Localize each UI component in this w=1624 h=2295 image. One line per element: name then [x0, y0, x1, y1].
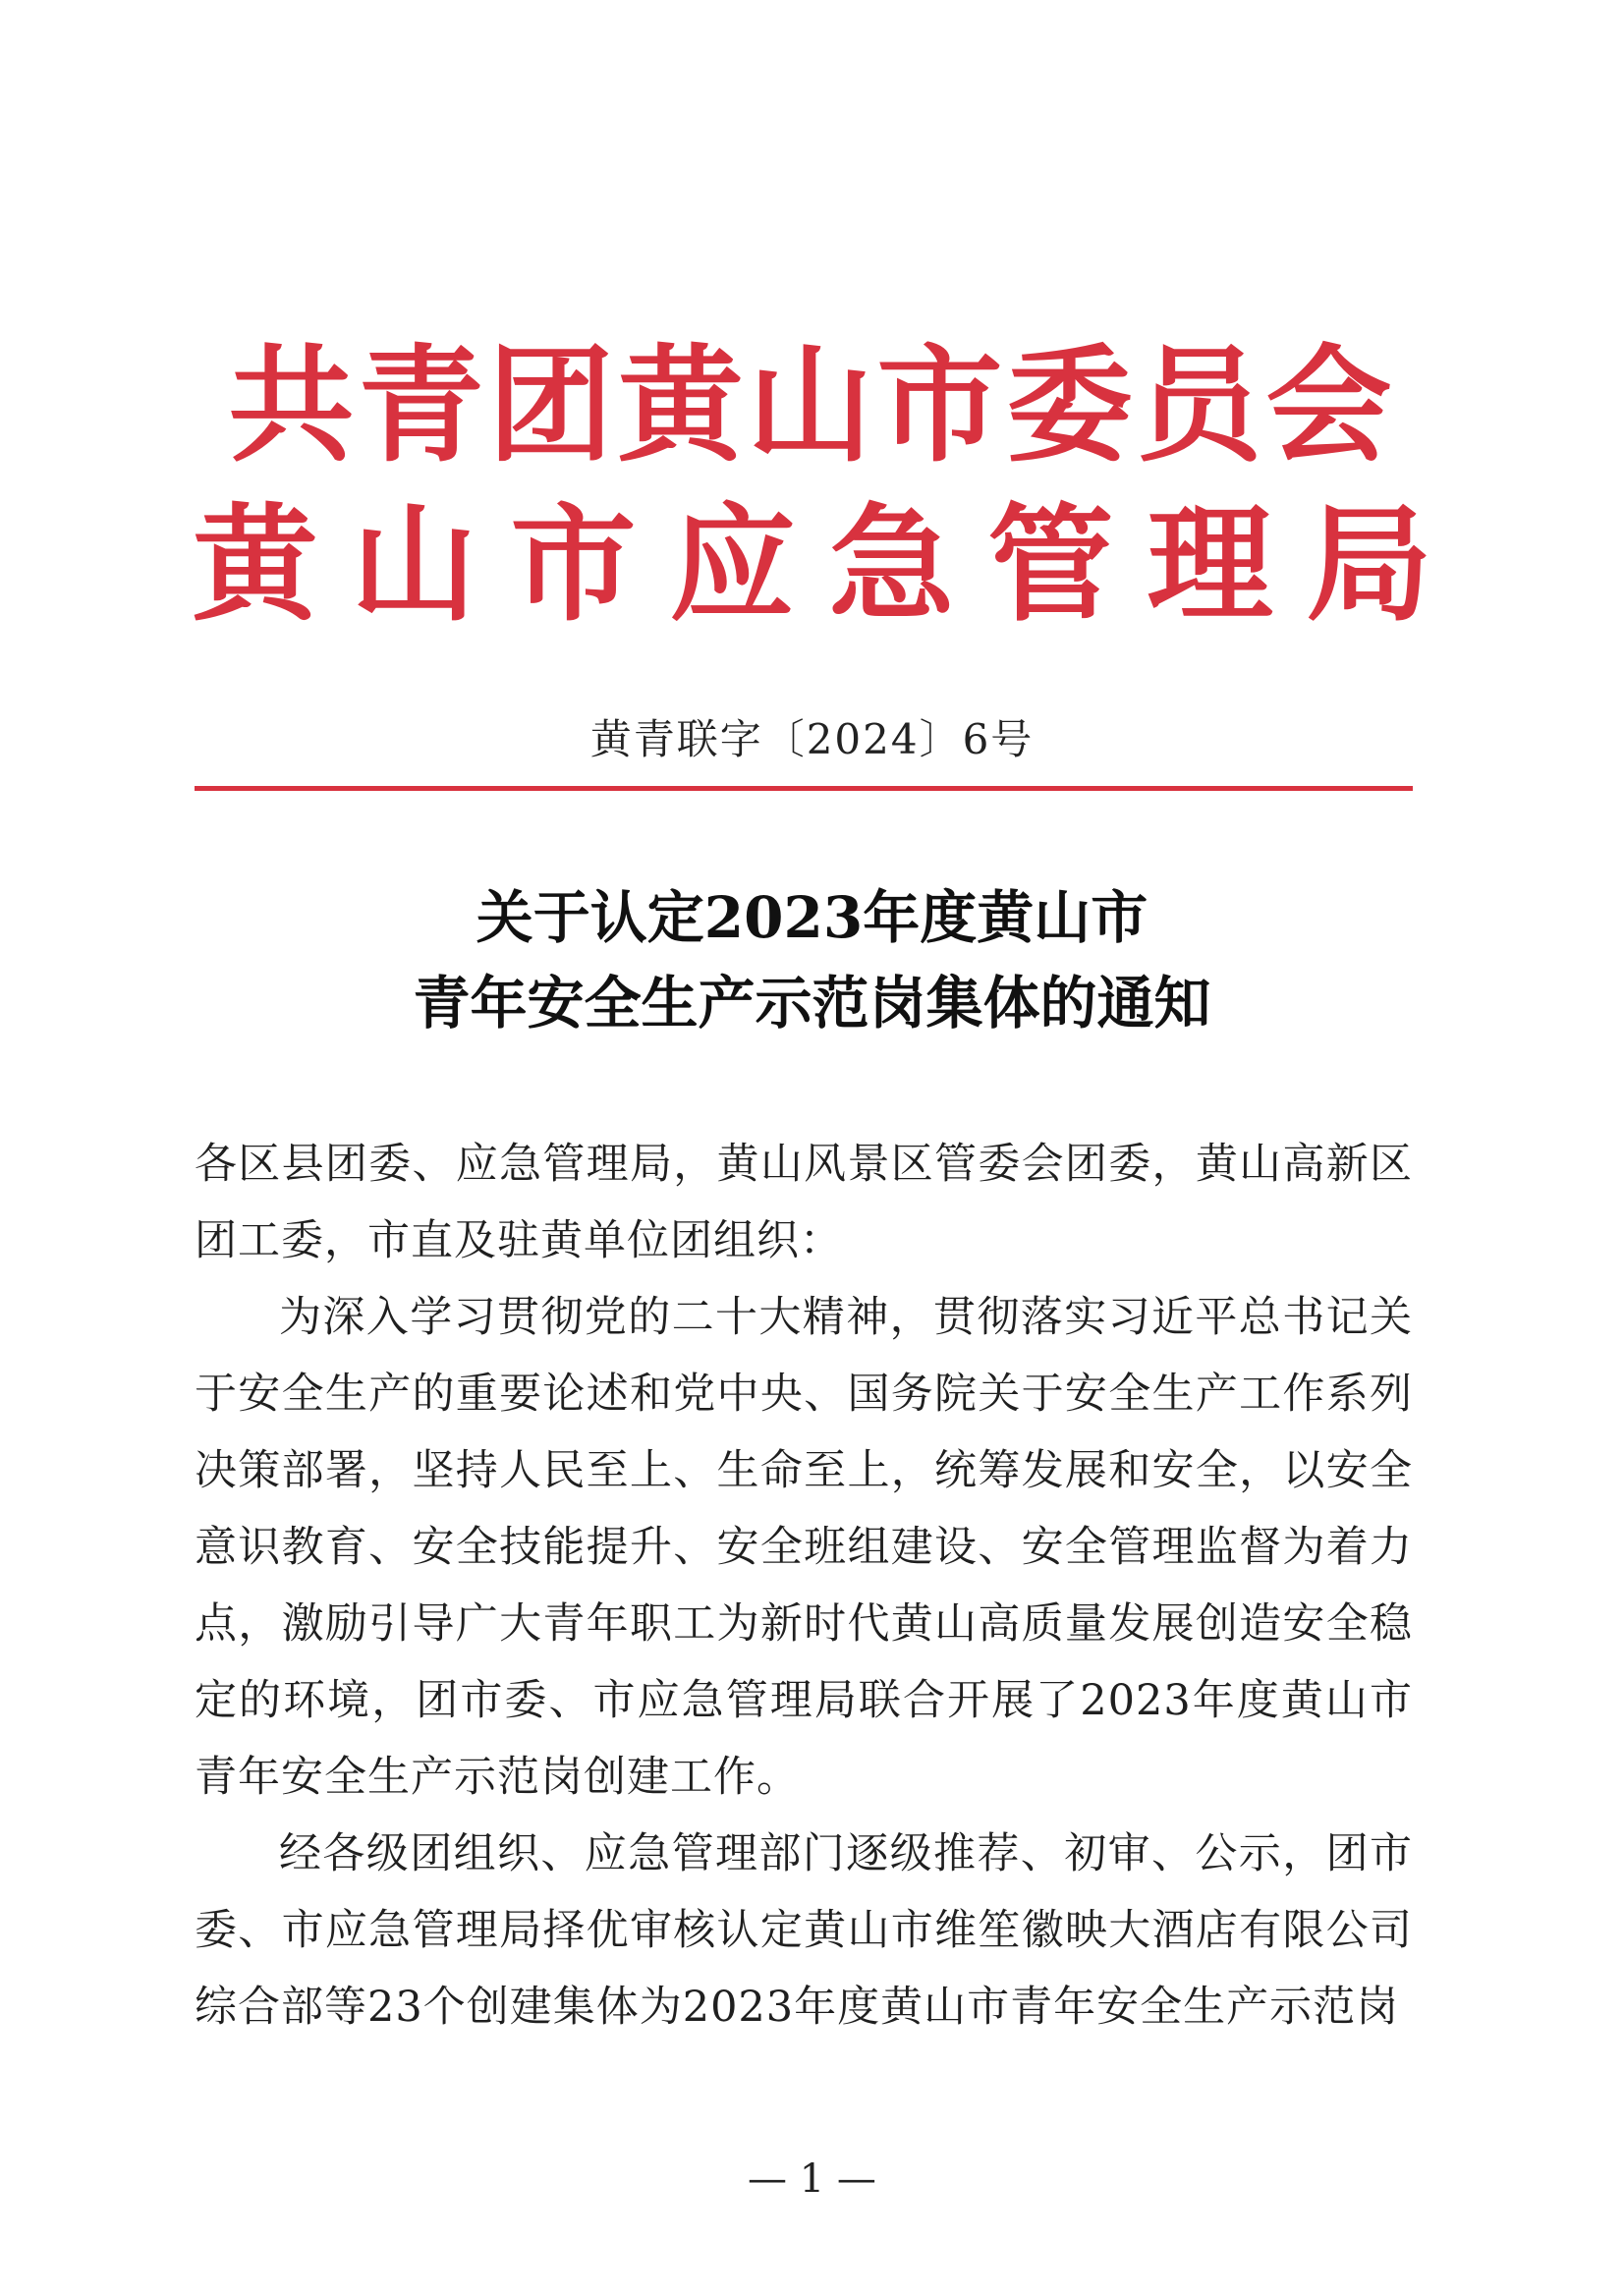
body-paragraph-1: 为深入学习贯彻党的二十大精神，贯彻落实习近平总书记关于安全生产的重要论述和党中央、国务院关于安全生产工作系列决策部署，坚持人民至上、生命至上，统筹发展和安全，以安全意识教育、安全技能提升、安全班组建设、安全管理监督为着力点，激励引导广大青年职工为新时代黄山高质量发展创造安全稳定的环境，团市委、市应急管理局联合开展了2023年度黄山市青年安全生产示范岗创建工作。: [195, 1293, 1413, 1802]
body-paragraph-2: 经各级团组织、应急管理部门逐级推荐、初审、公示，团市委、市应急管理局择优审核认定黄山市维笙徽映大酒店有限公司综合部等23个创建集体为2023年度黄山市青年安全生产示范岗: [195, 1829, 1413, 2032]
issuing-org-line-1: 共青团黄山市委员会: [228, 333, 1396, 479]
document-title-line-2: 青年安全生产示范岗集体的通知: [413, 970, 1211, 1036]
red-divider-line: [195, 786, 1413, 791]
salutation: 各区县团委、应急管理局，黄山风景区管委会团委，黄山高新区团工委，市直及驻黄单位团组织：: [195, 1140, 1413, 1265]
issuing-org-line-2: 黄山市应急管理局: [192, 492, 1466, 639]
document-title-line-1: 关于认定2023年度黄山市: [476, 884, 1148, 951]
document-number: 黄青联字〔2024〕6号: [589, 715, 1035, 763]
page-number: — 1 —: [748, 2156, 876, 2202]
